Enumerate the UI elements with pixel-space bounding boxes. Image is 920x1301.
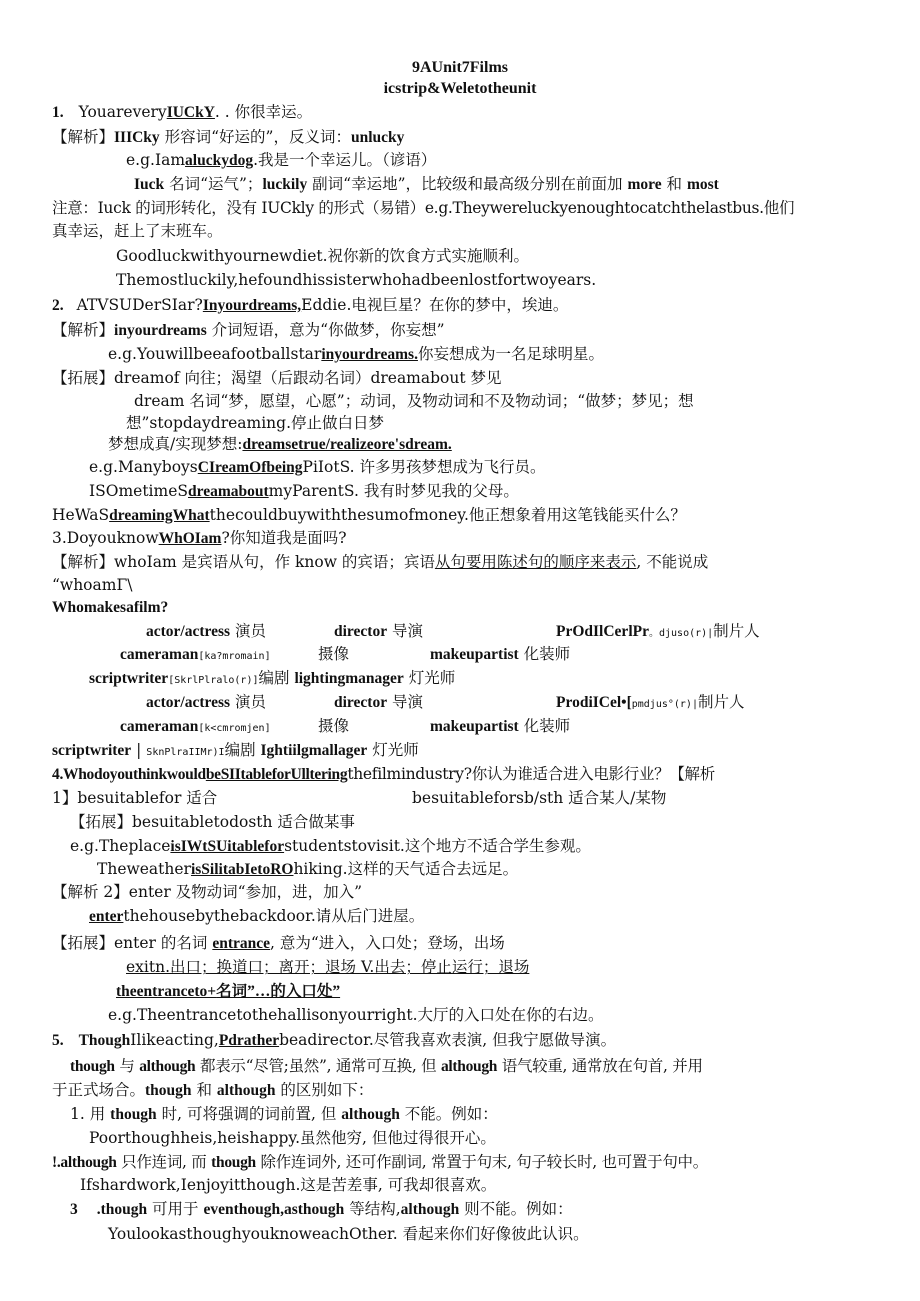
note-text-cont: 真幸运，赶上了末班车。 (52, 222, 223, 240)
item-3-heading: 3.DoyouknowWhOIam?你知道我是面吗? (52, 529, 347, 547)
luck-noun-note: Iuck 名词“运气”；luckily 副词“幸运地”，比较级和最高级分别在前面加 more 和 most (134, 175, 719, 193)
rule-1: 1. 用 though 时, 可将强调的词前置, 但 although 不能。例如： (70, 1105, 498, 1123)
example-good-luck: Goodluckwithyournewdiet.祝你新的饮食方式实施顺利。 (116, 247, 530, 265)
example-most-luckily: Themostluckily,hefoundhissisterwhohadbeenlostfortwoyears. (116, 271, 597, 289)
example-weather-suitable: TheweatherisSilitabIetoROhiking.这样的天气适合去远足。 (97, 860, 519, 878)
rule-2: !.although 只作连词, 而 though 除作连词外, 还可作副词, 常置于句末, 句子较长时, 也可置于句中。 (52, 1153, 708, 1171)
example-lucky-dog: e.g.Iamaluckydog.我是一个幸运儿。（谚语） (126, 151, 437, 169)
film-jobs-row-2-camera: 摄像 (318, 645, 350, 663)
film-jobs-row-5-camera: 摄像 (318, 717, 350, 735)
example-as-though: YoulookasthoughyouknoweachOther. 看起来你们好像彼此认识。 (108, 1225, 589, 1243)
item-5-heading: 5. ThoughIlikeacting,Pdratherbeadirector.尽管我喜欢表演, 但我宁愿做导演。 (52, 1031, 617, 1049)
analysis-dreams: 【解析】inyourdreams 介词短语，意为“你做梦，你妄想” (52, 321, 445, 339)
film-jobs-row-3: scriptwriter[SkrlPlralo(r)]编剧 lightingmanager 灯光师 (89, 669, 456, 687)
extension-entrance: 【拓展】enter 的名词 entrance, 意为“进入，入口处；登场，出场 (52, 934, 505, 952)
film-jobs-row-5-makeup: makeupartist 化装师 (430, 717, 571, 735)
example-enter-house: enterthehousebythebackdoor.请从后门进屋。 (89, 907, 425, 925)
though-although-compare: though 与 although 都表示“尽管;虽然”, 通常可互换, 但 although 语气较重, 通常放在句首, 并用 (70, 1057, 703, 1075)
exit-definition: exitn.出口；换道口；离开；退场 V.出去；停止运行；退场 (126, 958, 530, 976)
dream-noun-verb-cont: 想”stopdaydreaming.停止做白日梦 (126, 414, 385, 432)
film-jobs-row-4-producer: ProdiICel•[pmdjus°(r)|制片人 (556, 693, 745, 711)
extension-suitable-to-do: 【拓展】besuitabletodosth 适合做某事 (70, 813, 355, 831)
example-parents: ISOmetimeSdreamaboutmyParentS. 我有时梦见我的父母。 (89, 482, 519, 500)
example-hard-work: Ifshardwork,Ienjoyitthough.这是苦差事, 可我却很喜欢。 (80, 1176, 497, 1194)
analysis-suitable-sb: besuitableforsb/sth 适合某人/某物 (412, 789, 667, 807)
example-football-star: e.g.Youwillbeeafootballstarinyourdreams.你妄想成为一名足球明星。 (108, 345, 604, 363)
film-jobs-row-2-makeup: makeupartist 化装师 (430, 645, 571, 663)
item-4-heading: 4.WhodoyouthinkwouldbeSIItableforUllteringthefilmindustry?你认为谁适合进入电影行业？【解析 (52, 765, 715, 783)
rule-3: 3 .though 可用于 eventhough,asthough 等结构,although 则不能。例如： (70, 1200, 573, 1218)
dream-noun-verb: dream 名词“梦，愿望，心愿”；动词，及物动词和不及物动词；“做梦；梦见；想 (134, 392, 694, 410)
film-jobs-row-5: cameraman[k<cmromjen] (120, 718, 271, 735)
film-jobs-row-2: cameraman[ka?mromain] (120, 646, 271, 663)
though-although-compare-cont: 于正式场合。though 和 although 的区别如下： (52, 1081, 374, 1099)
film-jobs-row-4: actor/actress 演员 (146, 693, 266, 711)
entrance-to-pattern: theentranceto+名词”…的入口处” (116, 983, 341, 1000)
film-jobs-row-1: actor/actress 演员 (146, 622, 266, 640)
analysis-suitable: 1】besuitablefor 适合 (52, 789, 218, 807)
example-pilots: e.g.ManyboysCIreamOfbeingPiIotS. 许多男孩梦想成为飞行员。 (89, 458, 546, 476)
film-jobs-row-4-director: director 导演 (334, 693, 424, 711)
film-jobs-row-6: scriptwriter | SknPlraIIMr)I编剧 Ightiilgmallager 灯光师 (52, 741, 419, 759)
extension-dream-of: 【拓展】dreamof 向往；渴望（后跟动名词）dreamabout 梦见 (52, 369, 502, 387)
item-1-heading: 1. YouareveryIUCkY. . 你很幸运。 (52, 103, 313, 121)
note-text: 注意：Iuck 的词形转化，没有 IUCkly 的形式（易错）e.g.Theywereluckyenoughtocatchthelastbus.他们 (52, 199, 795, 217)
analysis-object-clause-cont: “whoamΓ\ (52, 576, 133, 594)
dream-come-true: 梦想成真/实现梦想:dreamsetrue/realizeore'sdream. (108, 435, 452, 453)
example-entrance-hall: e.g.Theentrancetothehallisonyourright.大厅的入口处在你的右边。 (108, 1006, 604, 1024)
film-jobs-row-1-director: director 导演 (334, 622, 424, 640)
example-dreaming-what: HeWaSdreamingWhatthecouldbuywiththesumofmoney.他正想象着用这笔钱能买什么？ (52, 506, 686, 524)
item-2-heading: 2. ATVSUDerSIar?Inyourdreams,Eddie.电视巨星？在你的梦中，埃迪。 (52, 296, 569, 314)
analysis-object-clause: 【解析】whoIam 是宾语从句，作 know 的宾语；宾语从句要用陈述句的顺序来表示, 不能说成 (52, 553, 709, 571)
film-jobs-row-1-producer: PrOdIlCerlPr。djuso(r)|制片人 (556, 622, 760, 640)
analysis-lucky: 【解析】IIICky 形容词“好运的”，反义词：unlucky (52, 128, 405, 146)
doc-subtitle: icstrip&Weletotheunit (383, 80, 537, 97)
doc-title: 9AUnit7Films (412, 59, 508, 76)
section-who-makes-film: Whomakesafilm? (52, 599, 169, 616)
example-poor-though: Poorthoughheis,heishappy.虽然他穷, 但他过得很开心。 (89, 1129, 496, 1147)
analysis-enter: 【解析 2】enter 及物动词“参加，进，加入” (52, 883, 363, 901)
example-place-suitable: e.g.TheplaceisIWtSUitableforstudentstovisit.这个地方不适合学生参观。 (70, 837, 591, 855)
